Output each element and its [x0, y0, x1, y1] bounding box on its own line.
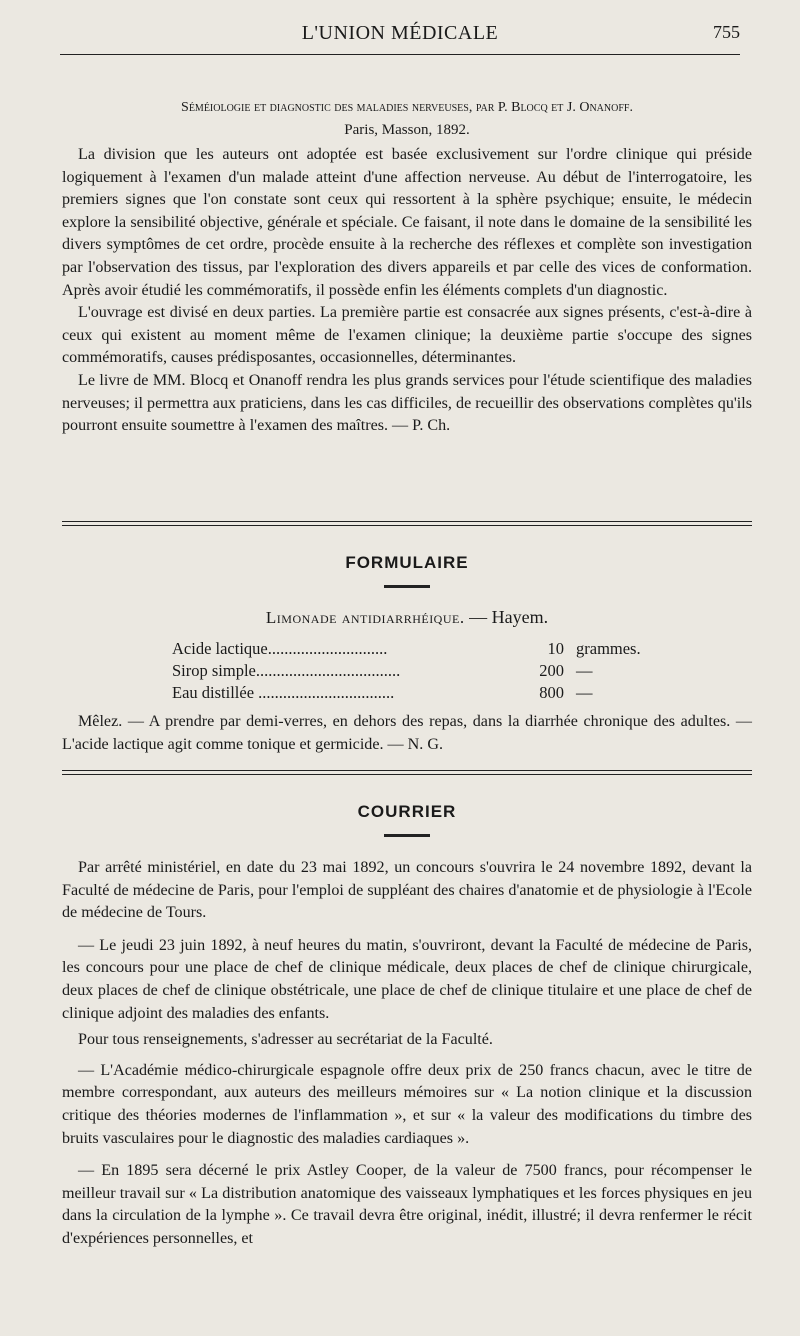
courrier-paragraph: Par arrêté ministériel, en date du 23 mai 1892, un concours s'ouvrira le 24 novembre 1892, devant la Faculté de médecine de Paris, pour l'emploi de suppléant des chaires d'anatomie et de physiologie à l'Ecole de médecine de Tours.	[62, 859, 752, 922]
courrier-paragraph: — En 1895 sera décerné le prix Astley Cooper, de la valeur de 7500 francs, pour récompenser le meilleur travail sur « La distribution anatomique des vaisseaux lymphatiques et les forces physiques en jeu dans la circulation de la lymphe ». Ce travail devra être original, inédit, illustré; il devra renfermer le récit d'expériences personnelles, et	[62, 1162, 752, 1247]
review-publisher: Paris, Masson, 1892.	[344, 122, 470, 138]
ingredient-row	[172, 660, 672, 682]
ingredient-unit: —	[576, 661, 593, 680]
section-divider	[62, 770, 752, 771]
recipe-instructions: Mêlez. — A prendre par demi-verres, en dehors des repas, dans la diarrhée chronique des adultes. — L'acide lactique agit comme tonique et germicide. — N. G.	[62, 713, 752, 753]
review-book-title: Séméiologie et diagnostic des maladies nerveuses,	[181, 100, 473, 115]
ingredient-row	[172, 682, 672, 704]
recipe-instructions-block	[62, 711, 752, 756]
ingredient-row	[172, 638, 672, 660]
review-body	[62, 144, 752, 438]
courrier-paragraph: — Le jeudi 23 juin 1892, à neuf heures du matin, s'ouvriront, devant la Faculté de médecine de Paris, les concours pour une place de chef de clinique médicale, deux places de chef de clinique chirurgicale, deux places de chef de clinique obstétricale, une place de chef de clinique titulaire et une place de chef de clinique adjoint des maladies des enfants.	[62, 936, 752, 1022]
ingredient-quantity: 10	[547, 639, 564, 658]
ingredient-quantity: 200	[539, 661, 564, 680]
ingredient-name: Acide lactique.............................	[172, 639, 388, 658]
formulaire-heading: FORMULAIRE	[345, 553, 469, 572]
recipe-author: — Hayem.	[464, 607, 549, 627]
recipe-name: Limonade antidiarrhéique.	[265, 608, 465, 627]
heading-underline	[384, 585, 430, 588]
review-paragraph: La division que les auteurs ont adoptée est basée exclusivement sur l'ordre clinique qui préside logiquement à l'examen d'un malade atteint d'une affection nerveuse. Au début de l'interrogatoire, les premiers signes que l'on constate sont ceux qui ressortent à la sphère psychique; ensuite, le médecin explore la sensibilité objective, générale et spéciale. Ce faisant, il note dans le domaine de la sensibilité les divers symptômes de cet ordre, procède ensuite à la recherche des réflexes et complète son investigation par l'observation des tissus, par l'exploration des divers appareils et par celle des vices de conformation. Après avoir étudié les commémoratifs, il possède enfin les éléments complets d'un diagnostic.	[62, 146, 752, 299]
ingredient-list	[172, 638, 672, 704]
review-authors: par P. Blocq et J. Onanoff.	[472, 100, 633, 115]
ingredient-name: Eau distillée .................................	[172, 683, 395, 702]
heading-underline	[384, 834, 430, 837]
review-paragraph: L'ouvrage est divisé en deux parties. La première partie est consacrée aux signes présents, c'est-à-dire à ceux qui existent au moment même de l'examen clinique; la deuxième partie s'occupe des signes commémoratifs, causes prédisposantes, occasionnelles, déterminantes.	[62, 304, 752, 367]
courrier-paragraph: Pour tous renseignements, s'adresser au secrétariat de la Faculté.	[78, 1031, 493, 1049]
running-title: L'UNION MÉDICALE	[301, 22, 499, 44]
recipe-title	[62, 607, 752, 628]
review-title	[62, 96, 752, 141]
page-header	[60, 20, 740, 55]
courrier-paragraph: — L'Académie médico-chirurgicale espagnole offre deux prix de 250 francs chacun, avec le titre de membre correspondant, aux auteurs des meilleurs mémoires sur « La notion clinique et la discussion critique des théories modernes de l'inflammation », et sur « la valeur des modifications du timbre des bruits vasculaires pour le diagnostic des maladies cardiaques ».	[62, 1061, 752, 1147]
courrier-heading: COURRIER	[357, 802, 457, 821]
courrier-body	[62, 857, 752, 1251]
ingredient-name: Sirop simple...................................	[172, 661, 401, 680]
review-paragraph: Le livre de MM. Blocq et Onanoff rendra les plus grands services pour l'étude scientifique des maladies nerveuses; il permettra aux praticiens, dans les cas difficiles, de recueillir des observations complètes qu'ils pourront ensuite soumettre à l'examen des maîtres. — P. Ch.	[62, 371, 752, 435]
ingredient-quantity: 800	[539, 683, 564, 702]
section-divider	[62, 521, 752, 522]
page-number: 755	[713, 22, 740, 42]
ingredient-unit: —	[576, 683, 593, 702]
ingredient-unit: grammes.	[576, 639, 641, 658]
